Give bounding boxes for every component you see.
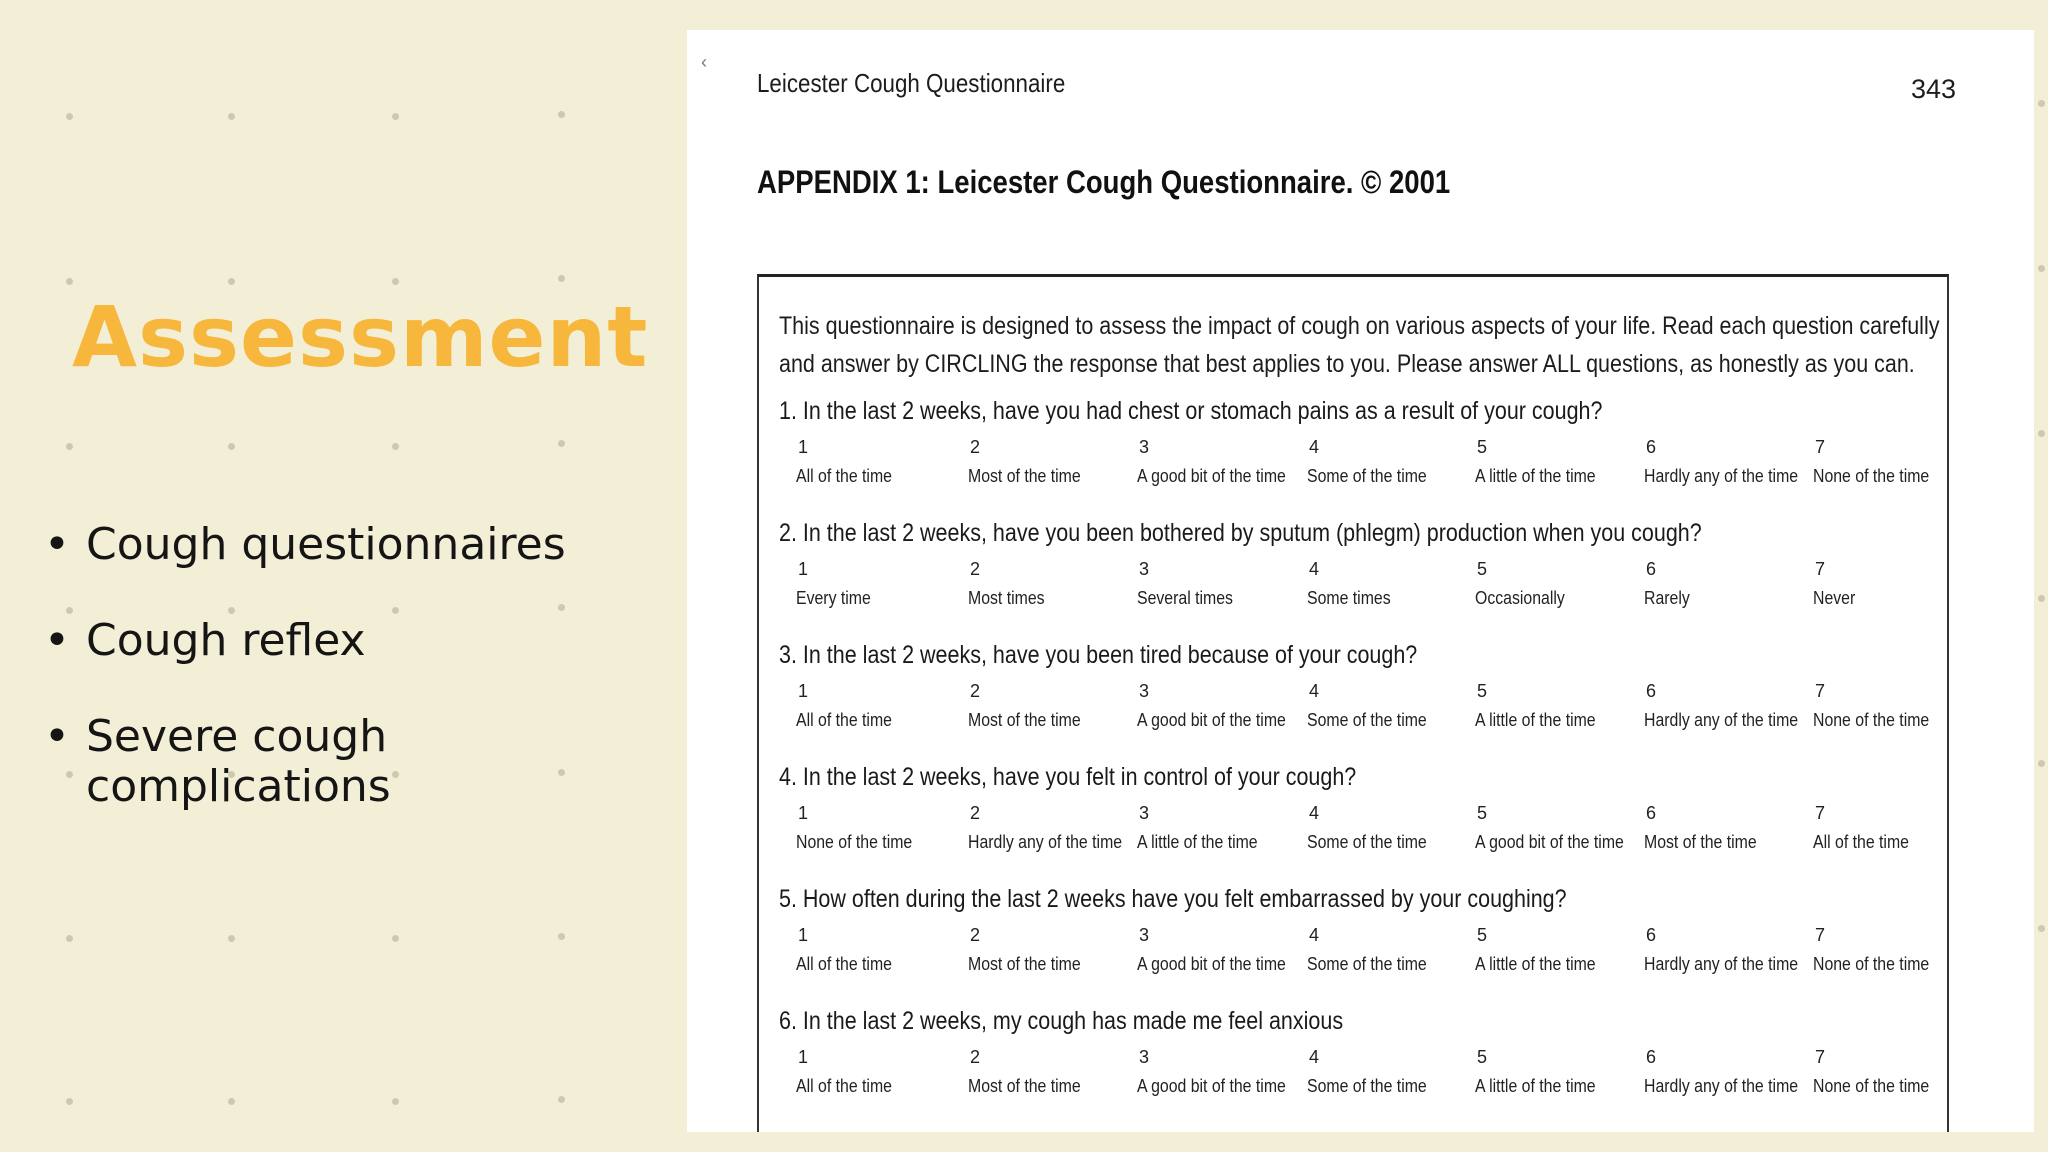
response-option: [1137, 559, 1307, 609]
option-label: None of the time: [1813, 710, 1930, 730]
option-label: A good bit of the time: [1475, 832, 1624, 852]
response-option: [796, 925, 966, 975]
option-label: A good bit of the time: [1137, 1076, 1286, 1096]
option-number: 7: [1815, 681, 1826, 701]
option-number: 6: [1646, 1047, 1657, 1067]
option-number: 3: [1139, 925, 1150, 945]
option-number: 5: [1477, 559, 1488, 579]
option-number: 4: [1309, 681, 1320, 701]
option-label: All of the time: [796, 954, 892, 974]
response-option: [1475, 803, 1645, 853]
response-option: [1813, 559, 1983, 609]
intro-text: [779, 307, 1939, 383]
bullet-text: Cough reflex: [86, 615, 366, 666]
option-label: All of the time: [796, 466, 892, 486]
response-option: [796, 437, 966, 487]
appendix-title: APPENDIX 1: Leicester Cough Questionnaire. © 2001: [757, 164, 1451, 200]
response-option: [1307, 925, 1477, 975]
option-number: 2: [970, 1047, 981, 1067]
option-label: Most of the time: [968, 1076, 1081, 1096]
corner-mark: ‹: [701, 52, 707, 72]
question-text: 3. In the last 2 weeks, have you been tired because of your cough?: [779, 641, 1418, 669]
option-number: 2: [970, 925, 981, 945]
option-number: 7: [1815, 1047, 1826, 1067]
option-label: Rarely: [1644, 588, 1690, 608]
option-number: 4: [1309, 437, 1320, 457]
option-number: 5: [1477, 437, 1488, 457]
question-text: 2. In the last 2 weeks, have you been bothered by sputum (phlegm) production when you cough?: [779, 519, 1702, 547]
option-label: A good bit of the time: [1137, 954, 1286, 974]
option-label: Most times: [968, 588, 1045, 608]
option-number: 3: [1139, 559, 1150, 579]
option-number: 1: [798, 803, 809, 823]
response-option: [1307, 437, 1477, 487]
response-option: [968, 559, 1138, 609]
option-label: A little of the time: [1475, 710, 1596, 730]
response-option: [1307, 559, 1477, 609]
option-number: 5: [1477, 803, 1488, 823]
option-number: 2: [970, 437, 981, 457]
response-option: [1307, 803, 1477, 853]
option-number: 3: [1139, 437, 1150, 457]
response-option: [1137, 925, 1307, 975]
option-number: 2: [970, 803, 981, 823]
question-text: 4. In the last 2 weeks, have you felt in control of your cough?: [779, 763, 1357, 791]
response-option: [1644, 559, 1814, 609]
response-option: [968, 1047, 1138, 1097]
question-4: [759, 763, 1947, 885]
option-label: Most of the time: [1644, 832, 1757, 852]
response-option: [1307, 1047, 1477, 1097]
response-option: [1813, 925, 1983, 975]
option-label: Every time: [796, 588, 871, 608]
option-label: Some of the time: [1307, 954, 1427, 974]
option-label: Hardly any of the time: [1644, 710, 1799, 730]
bullet-list: [44, 520, 604, 858]
bullet-item: [44, 616, 604, 666]
response-option: [1644, 681, 1814, 731]
bullet-icon: •: [44, 615, 70, 666]
option-label: Some of the time: [1307, 466, 1427, 486]
option-number: 1: [798, 681, 809, 701]
question-1: [759, 397, 1947, 519]
response-option: [968, 803, 1138, 853]
question-3: [759, 641, 1947, 763]
response-option: [796, 803, 966, 853]
response-option: [1475, 437, 1645, 487]
option-label: All of the time: [1813, 832, 1909, 852]
response-option: [1475, 559, 1645, 609]
option-number: 5: [1477, 681, 1488, 701]
option-label: Never: [1813, 588, 1856, 608]
option-label: All of the time: [796, 710, 892, 730]
option-label: Occasionally: [1475, 588, 1565, 608]
response-option: [1813, 1047, 1983, 1097]
option-label: Some of the time: [1307, 1076, 1427, 1096]
question-text: 1. In the last 2 weeks, have you had chest or stomach pains as a result of your cough?: [779, 397, 1603, 425]
option-label: Hardly any of the time: [1644, 1076, 1799, 1096]
option-label: A good bit of the time: [1137, 466, 1286, 486]
response-option: [1137, 681, 1307, 731]
option-number: 2: [970, 681, 981, 701]
option-number: 3: [1139, 1047, 1150, 1067]
option-label: Hardly any of the time: [968, 832, 1123, 852]
bullet-text: Cough questionnaires: [86, 519, 566, 570]
question-2: [759, 519, 1947, 641]
response-option: [1644, 925, 1814, 975]
option-number: 1: [798, 1047, 809, 1067]
response-option: [1137, 803, 1307, 853]
option-number: 5: [1477, 1047, 1488, 1067]
option-label: Several times: [1137, 588, 1233, 608]
option-number: 6: [1646, 925, 1657, 945]
option-number: 4: [1309, 559, 1320, 579]
option-label: None of the time: [1813, 466, 1930, 486]
option-number: 3: [1139, 803, 1150, 823]
question-6: [759, 1007, 1947, 1129]
option-label: Hardly any of the time: [1644, 466, 1799, 486]
intro-line: This questionnaire is designed to assess the impact of cough on various aspects of your life. Read each question carefully: [779, 312, 1940, 340]
option-number: 4: [1309, 803, 1320, 823]
questionnaire-image: [687, 30, 2034, 1132]
response-option: [1137, 437, 1307, 487]
response-option: [1813, 681, 1983, 731]
option-number: 1: [798, 925, 809, 945]
response-option: [796, 1047, 966, 1097]
option-label: A little of the time: [1475, 1076, 1596, 1096]
option-label: None of the time: [1813, 954, 1930, 974]
option-number: 5: [1477, 925, 1488, 945]
option-label: None of the time: [796, 832, 913, 852]
intro-line: and answer by CIRCLING the response that best applies to you. Please answer ALL questions, as honestly as you can.: [779, 350, 1915, 378]
option-label: Hardly any of the time: [1644, 954, 1799, 974]
response-option: [968, 925, 1138, 975]
response-option: [1813, 437, 1983, 487]
option-label: A little of the time: [1475, 954, 1596, 974]
bullet-item: [44, 712, 426, 812]
response-option: [1813, 803, 1983, 853]
questionnaire-box: [757, 274, 1949, 1132]
response-option: [968, 681, 1138, 731]
response-option: [968, 437, 1138, 487]
response-option: [1137, 1047, 1307, 1097]
option-number: 1: [798, 559, 809, 579]
option-label: None of the time: [1813, 1076, 1930, 1096]
question-5: [759, 885, 1947, 1007]
option-number: 6: [1646, 437, 1657, 457]
page-number: 343: [1911, 74, 1957, 104]
option-number: 4: [1309, 925, 1320, 945]
bullet-item: [44, 520, 604, 570]
bullet-text: Severe cough complications: [86, 711, 391, 812]
option-number: 7: [1815, 437, 1826, 457]
response-option: [1475, 925, 1645, 975]
response-option: [1307, 681, 1477, 731]
option-label: A good bit of the time: [1137, 710, 1286, 730]
option-number: 6: [1646, 803, 1657, 823]
response-option: [1644, 437, 1814, 487]
option-label: Most of the time: [968, 954, 1081, 974]
response-option: [796, 681, 966, 731]
question-text: 5. How often during the last 2 weeks have you felt embarrassed by your coughing?: [779, 885, 1567, 913]
response-option: [1475, 681, 1645, 731]
option-number: 1: [798, 437, 809, 457]
question-text: 6. In the last 2 weeks, my cough has made me feel anxious: [779, 1007, 1344, 1035]
option-number: 2: [970, 559, 981, 579]
option-label: A little of the time: [1475, 466, 1596, 486]
response-option: [796, 559, 966, 609]
response-option: [1475, 1047, 1645, 1097]
option-label: Some of the time: [1307, 832, 1427, 852]
bullet-icon: •: [44, 519, 70, 570]
bullet-icon: •: [44, 711, 70, 762]
option-number: 6: [1646, 681, 1657, 701]
option-number: 7: [1815, 803, 1826, 823]
option-label: Some of the time: [1307, 710, 1427, 730]
option-number: 7: [1815, 925, 1826, 945]
option-number: 7: [1815, 559, 1826, 579]
option-number: 4: [1309, 1047, 1320, 1067]
option-label: Some times: [1307, 588, 1391, 608]
response-option: [1644, 1047, 1814, 1097]
option-label: All of the time: [796, 1076, 892, 1096]
option-label: Most of the time: [968, 710, 1081, 730]
option-number: 3: [1139, 681, 1150, 701]
slide-title: Assessment: [72, 288, 649, 386]
response-option: [1644, 803, 1814, 853]
option-number: 6: [1646, 559, 1657, 579]
running-title: Leicester Cough Questionnaire: [757, 68, 1066, 98]
option-label: A little of the time: [1137, 832, 1258, 852]
option-label: Most of the time: [968, 466, 1081, 486]
